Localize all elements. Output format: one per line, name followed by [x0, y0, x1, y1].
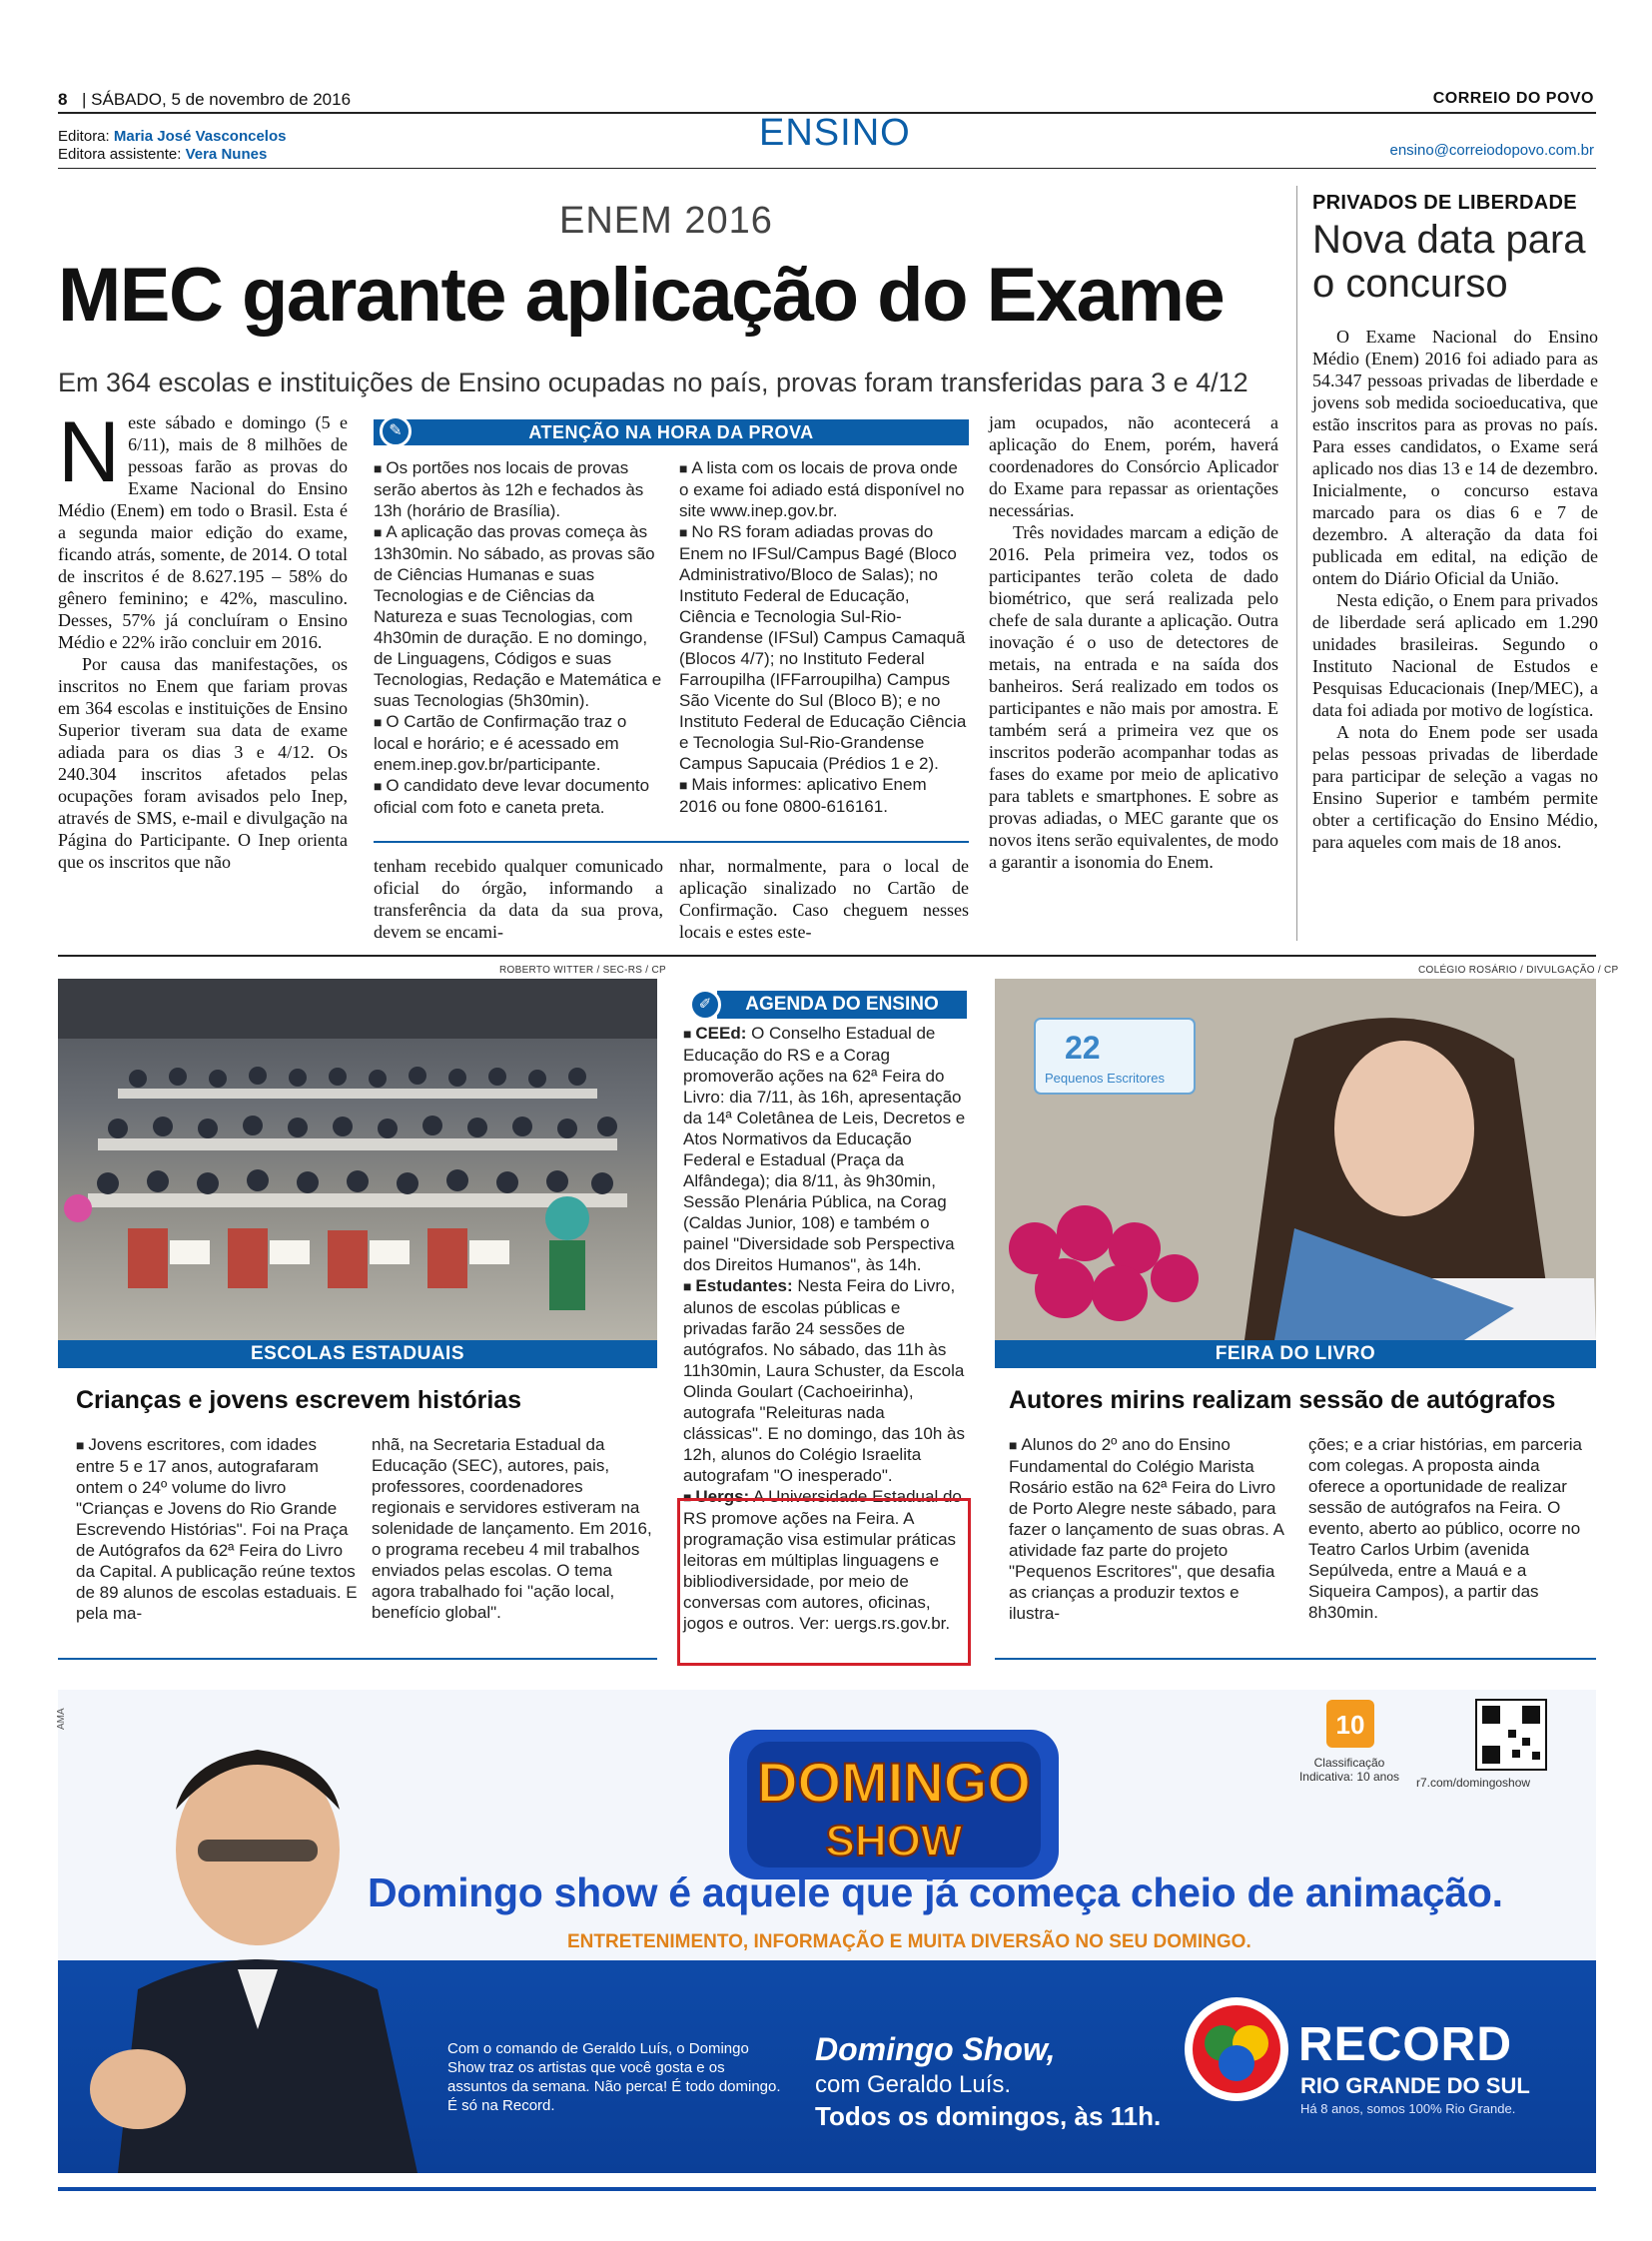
ad-url[interactable]: r7.com/domingoshow — [1416, 1776, 1531, 1790]
attention-item: ■ Os portões nos locais de provas serão abertos às 12h e fechados às 13h (horário de Brasília). — [374, 457, 663, 521]
article-column-3 — [679, 855, 969, 941]
left-story-band: ESCOLAS ESTADUAIS — [58, 1340, 657, 1368]
right-story-title: Autores mirins realizam sessão de autógrafos — [1009, 1386, 1556, 1414]
masthead: CORREIO DO POVO — [1432, 90, 1594, 107]
sign-text: Pequenos Escritores — [1045, 1071, 1165, 1086]
section-divider — [58, 955, 1596, 957]
ad-brand-region: RIO GRANDE DO SUL — [1300, 2073, 1530, 2098]
article-col4-p1: jam ocupados, não acontecerá a aplicação do Enem, porém, haverá coordenadores do Consórcio Aplicador do Exame para repassar as orientações necessárias. — [989, 412, 1278, 520]
girl-photo-illustration — [995, 979, 1596, 1340]
drop-cap: N — [58, 404, 121, 500]
agenda-item: ■ Estudantes: Nesta Feira do Livro, alunos de escolas públicas e privadas farão 24 sessões de autógrafos. No sábado, das 11h às 11h30min, Laura Schuster, da Escola Olinda Goulart (Cachoeirinha), autografa "Releituras nada clássicas". E no domingo, das 10h às 12h, alunos do Colégio Israelita autografam "O inesperado". — [683, 1276, 965, 1485]
section-email[interactable]: ensino@correiodopovo.com.br — [1389, 142, 1594, 159]
agenda-item-text: A Universidade Estadual do RS promove ações na Feira. A programação visa estimular práticas leitoras em múltiplas linguagens e bibliodiversidade, por meio de conversas com autores, oficinas, jogos e outros. Ver: uergs.rs.gov.br. — [683, 1487, 962, 1633]
photo-credit: COLÉGIO ROSÁRIO / DIVULGAÇÃO / CP — [1418, 965, 1619, 976]
ad-brand: RECORD — [1298, 2018, 1513, 2071]
agenda-item: ■ Uergs: A Universidade Estadual do RS promove ações na Feira. A programação visa estimular práticas leitoras em múltiplas linguagens e bibliodiversidade, por meio de conversas com autores, oficinas, jogos e outros. Ver: uergs.rs.gov.br. — [683, 1487, 962, 1633]
sidebar-divider — [1296, 186, 1297, 941]
attention-box-right — [679, 457, 969, 837]
page-date: | SÁBADO, 5 de novembro de 2016 — [82, 90, 352, 109]
attention-item: ■ O candidato deve levar documento oficial com foto e caneta preta. — [374, 775, 663, 818]
rating-text: Classificação Indicativa: 10 anos — [1298, 1756, 1400, 1784]
attention-box-left — [374, 457, 663, 837]
ad-logo-bottom: SHOW — [825, 1817, 963, 1866]
record-logo — [1185, 1997, 1288, 2101]
article-column-4 — [989, 411, 1278, 941]
agenda-title: AGENDA DO ENSINO — [717, 991, 967, 1019]
attention-item: ■ O Cartão de Confirmação traz o local e horário; e é acessado em enem.inep.gov.br/participante. — [374, 711, 663, 775]
article-paragraph-2: Por causa das manifestações, os inscritos no Enem que fariam provas em 364 escolas e instituições de Ensino Superior tiveram sua data de exame adiada para os dias 3 e 4/12. Os 240.304 inscritos afetados pelas ocupações foram avisados pelo Inep, através de SMS, e-mail e divulgação na Página do Participante. O Inep orienta que os inscritos que não — [58, 654, 348, 872]
ad-body-text: Com o comando de Geraldo Luís, o Domingo Show traz os artistas que você gosta e os assuntos da semana. Não perca! É todo domingo. É só na Record. — [447, 2040, 781, 2114]
pencil-icon: ✎ — [380, 415, 412, 447]
editors-credit — [58, 128, 286, 164]
article-column-2 — [374, 855, 663, 941]
assistant-label: Editora assistente: — [58, 146, 182, 163]
attention-item: ■ A lista com os locais de prova onde o exame foi adiado está disponível no site www.inep.gov.br. — [679, 457, 969, 521]
article-column-1 — [58, 404, 348, 941]
sidebar-paragraph: Nesta edição, o Enem para privados de liberdade será aplicado em 1.290 unidades brasileiras. Segundo o Instituto Nacional de Estudos e Pesquisas Educacionais (Inep/MEC), a data foi adiada por motivo de logística. — [1312, 590, 1598, 720]
domingo-show-ad[interactable] — [58, 1690, 1596, 2173]
girl-signing-photo — [995, 979, 1596, 1340]
page-number: 8 — [58, 90, 68, 109]
article-col4-p2: Três novidades marcam a edição de 2016. Pela primeira vez, todos os participantes terão coleta de dado biométrico, que será realizada pelo chefe de sala durante a aplicação. Outra inovação é o uso de detectores de metais, na entrada e na saída dos banheiros. Será realizado em todos os participantes e não mais por amostra. E também será a primeira vez que os inscritos poderão acompanhar todas as fases do exame por meio de aplicativo para tablets e smartphones. E sobre as provas adiadas, o MEC garante que os novos itens serão equivalentes, de modo a garantir a isonomia do Enem. — [989, 522, 1278, 872]
ad-headline: Domingo show é aquele que já começa cheio de animação. — [368, 1869, 1503, 1915]
article-paragraph-1: este sábado e domingo (5 e 6/11), mais de 8 milhões de pessoas farão as provas do Exame Nacional do Ensino Médio (Enem) em todo o Brasil. Esta é a segunda maior edição do exame, ficando atrás, somente, de 2014. O total de inscritos é de 8.627.195 – 58% do gênero feminino; e 42%, masculino. Desses, 57% já concluíram o Ensino Médio e 22% irão concluir em 2016. — [58, 412, 348, 652]
sign-number: 22 — [1065, 1030, 1101, 1066]
attention-box-bottom-rule — [374, 841, 969, 843]
header-bottom-rule — [58, 168, 1596, 169]
editor-label: Editora: — [58, 128, 110, 145]
attention-item: ■ No RS foram adiadas provas do Enem no IFSul/Campus Bagé (Bloco Administrativo/Bloco de Salas); no Instituto Federal de Educação, Ciência e Tecnologia Sul-Rio-Grandense (IFSul) Campus Camaquã (Blocos 4/7); no Instituto Federal Farroupilha (IFFarroupilha) Campus São Vicente do Sul (Bloco B); e no Instituto Federal de Educação Ciência e Tecnologia Sul-Rio-Grandense Campus Sapucaia (Prédios 1 e 2). — [679, 521, 969, 774]
article-col2-text: tenham recebido qualquer comunicado oficial do órgão, informando a transferência da data da sua prova, devem se encami- — [374, 856, 663, 942]
agenda-item-text: O Conselho Estadual de Educação do RS e a Corag promoverão ações na 62ª Feira do Livro: dia 7/11, às 16h, apresentação da 14ª Coletânea de Leis, Decretos e Atos Normativos da Educação Federal e Estadual (Praça da Alfândega); dia 8/11, às 9h30min, Sessão Plenária Pública, na Corag (Caldas Junior, 108) e também o painel "Diversidade sob Perspectiva dos Direitos Humanos", às 14h. — [683, 1024, 966, 1274]
ad-brand-slogan: Há 8 anos, somos 100% Rio Grande. — [1300, 2101, 1516, 2116]
agenda-item: ■ CEEd: O Conselho Estadual de Educação do RS e a Corag promoverão ações na 62ª Feira do Livro: dia 7/11, às 16h, apresentação da 14ª Coletânea de Leis, Decretos e Atos Normativos da Educação Federal e Estadual (Praça da Alfândega); dia 8/11, às 9h30min, Sessão Plenária Pública, na Corag (Caldas Junior, 108) e também o painel "Diversidade sob Perspectiva dos Direitos Humanos", às 14h. — [683, 1024, 966, 1274]
agenda-item-label: CEEd: — [695, 1024, 747, 1043]
left-story-col1: ■ Jovens escritores, com idades entre 5 e 17 anos, autografaram ontem o 24º volume do livro "Crianças e Jovens do Rio Grande Escrevendo Histórias". Foi na Praça de Autógrafos da 62ª Feira do Livro da Capital. A publicação reúne textos de 89 alunos de escolas estaduais. E pela ma- — [76, 1434, 358, 1644]
students-photo-illustration — [58, 979, 657, 1340]
photo-credit: ROBERTO WITTER / SEC-RS / CP — [499, 965, 666, 976]
article-kicker: ENEM 2016 — [559, 200, 773, 242]
assistant-name: Vera Nunes — [185, 146, 268, 163]
agenda-item-text: Nesta Feira do Livro, alunos de escolas públicas e privadas farão 24 sessões de autógrafos. No sábado, das 11h às 11h30min, Laura Schuster, da Escola Olinda Goulart (Cachoeirinha), autografa "Releituras nada clássicas". E no domingo, das 10h às 12h, alunos do Colégio Israelita autografam "O inesperado". — [683, 1276, 965, 1485]
agenda-item-label: Uergs: — [695, 1487, 750, 1506]
ad-tagline: ENTRETENIMENTO, INFORMAÇÃO E MUITA DIVERSÃO NO SEU DOMINGO. — [567, 1931, 1251, 1952]
pin-icon: ✐ — [689, 989, 721, 1021]
right-story-bottom-rule — [995, 1658, 1596, 1660]
sidebar-text — [1312, 326, 1598, 941]
right-story-band: FEIRA DO LIVRO — [995, 1340, 1596, 1368]
ad-show-title: Domingo Show, — [815, 2031, 1056, 2067]
article-col3-text: nhar, normalmente, para o local de aplicação sinalizado no Cartão de Confirmação. Caso cheguem nesses locais e estes este- — [679, 856, 969, 942]
sidebar-kicker: PRIVADOS DE LIBERDADE — [1312, 192, 1577, 214]
ad-logo-top: DOMINGO — [757, 1751, 1031, 1814]
attention-box-title: ATENÇÃO NA HORA DA PROVA — [374, 419, 969, 445]
sidebar-paragraph: O Exame Nacional do Ensino Médio (Enem) 2016 foi adiado para as 54.347 pessoas privadas de liberdade e jovens sob medida socioeducativa, que estão inscritos para as provas no país. Para esses candidatos, o Exame será aplicado nos dias 13 e 14 de dezembro. Inicialmente, o concurso estava marcado para os dias 6 e 7 de dezembro. A alteração da data foi publicada em edital, na edição de ontem do Diário Oficial da União. — [1312, 327, 1598, 588]
sidebar-title: Nova data para o concurso — [1312, 218, 1586, 306]
attention-item: ■ A aplicação das provas começa às 13h30min. No sábado, as provas são de Ciências Humanas e suas Tecnologias e de Ciências da Natureza e suas Tecnologias, com 4h30min de duração. E no domingo, de Linguagens, Códigos e suas Tecnologias, Redação e Matemática e suas Tecnologias (5h30min). — [374, 521, 663, 711]
students-group-photo — [58, 979, 657, 1340]
agenda-item-label: Estudantes: — [695, 1276, 793, 1295]
left-story-col2: nhã, na Secretaria Estadual da Educação (SEC), autores, pais, professores, coordenadores regionais e servidores estiveram na solenidade de lançamento. Em 2016, o programa recebeu 4 mil trabalhos enviados pelas escolas. O tema agora trabalhado foi "ação local, benefício global". — [372, 1435, 652, 1622]
ad-bottom-rule — [58, 2187, 1596, 2191]
agenda-list — [683, 1023, 969, 1633]
section-title: ENSINO — [759, 112, 911, 154]
uergs-highlight-box — [677, 1498, 971, 1666]
left-story-bottom-rule — [58, 1658, 657, 1660]
ad-show-host: com Geraldo Luís. — [815, 2071, 1012, 2098]
attention-item: ■ Mais informes: aplicativo Enem 2016 ou fone 0800-616161. — [679, 774, 969, 817]
sidebar-paragraph: A nota do Enem pode ser usada pelas pessoas privadas de liberdade para participar de seleção a vagas no Ensino Superior e também permite obter a certificação do Ensino Médio, para aqueles com mais de 18 anos. — [1312, 722, 1598, 852]
right-story-col2: ções; e a criar histórias, em parceria com colegas. A proposta ainda oferece a oportunidade de realizar sessão de autógrafos na Feira. O evento, aberto ao público, ocorre no Teatro Carlos Urbim (avenida Sepúlveda, entre a Mauá e a Siqueira Campos), a partir das 8h30min. — [1308, 1435, 1582, 1622]
rating-number: 10 — [1335, 1710, 1365, 1740]
ad-side-tag: AMA — [56, 1708, 67, 1730]
right-story-col1: ■ Alunos do 2º ano do Ensino Fundamental do Colégio Marista Rosário estão na 62ª Feira do Livro de Porto Alegre neste sábado, para fazer o lançamento de suas obras. A atividade faz parte do projeto "Pequenos Escritores", que desafia as crianças a produzir textos e ilustra- — [1009, 1434, 1290, 1644]
left-story-title: Crianças e jovens escrevem histórias — [76, 1386, 522, 1414]
editor-name: Maria José Vasconcelos — [113, 128, 287, 145]
article-headline: MEC garante aplicação do Exame — [58, 253, 1225, 338]
article-subhead: Em 364 escolas e instituições de Ensino ocupadas no país, provas foram transferidas para 3 e 4/12 — [58, 368, 1248, 397]
ad-show-time: Todos os domingos, às 11h. — [815, 2101, 1162, 2131]
